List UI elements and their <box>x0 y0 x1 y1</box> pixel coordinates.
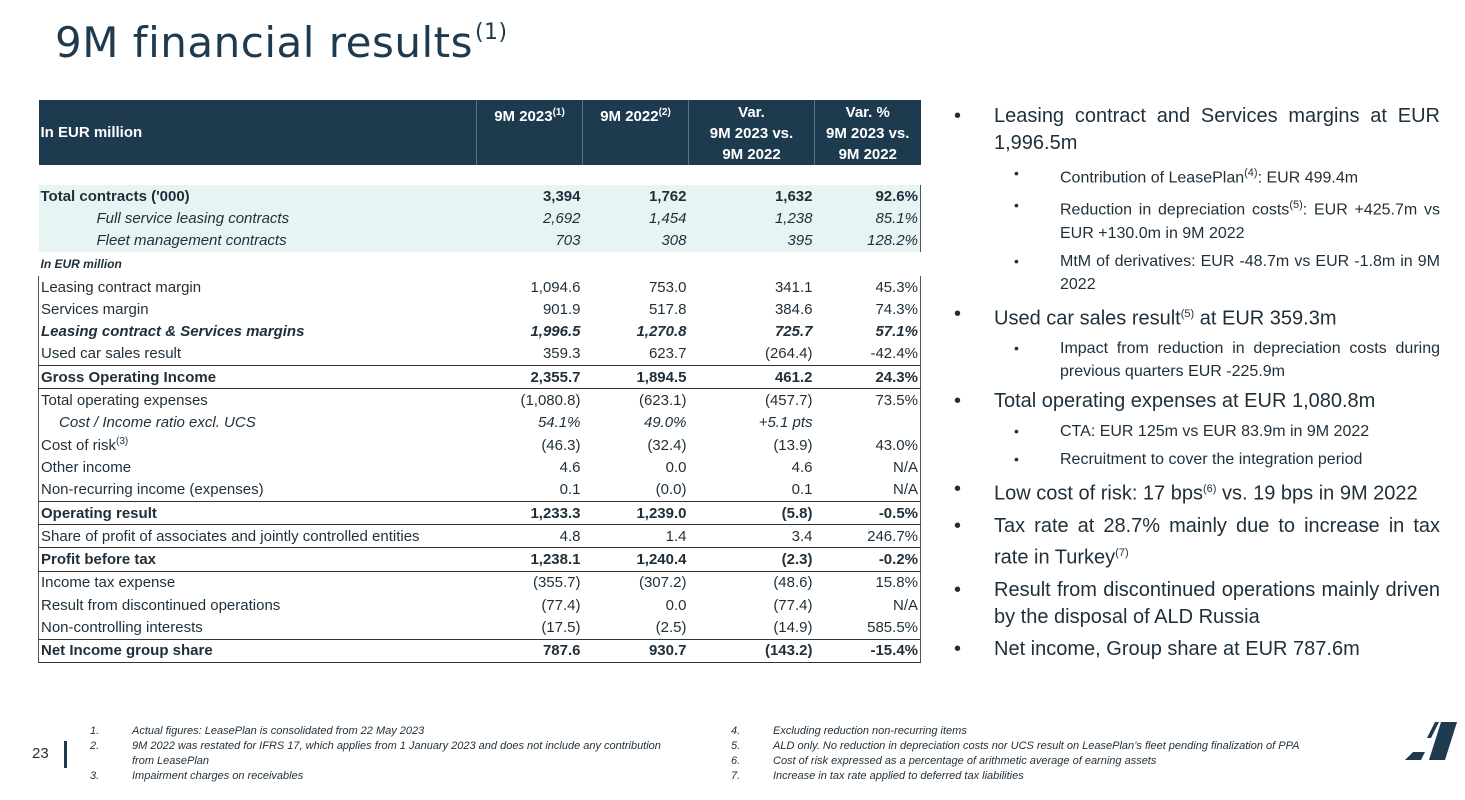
table-row <box>39 366 921 389</box>
table-row <box>39 412 921 434</box>
table-cell-value: 1,238.1 <box>477 548 583 571</box>
table-cell-value: N/A <box>815 479 921 502</box>
table-cell-value: 901.9 <box>542 300 581 318</box>
page-divider <box>64 741 67 768</box>
table-row <box>39 594 921 616</box>
table-cell-value: 0.1 <box>559 481 581 499</box>
table-cell-label: Full service leasing contracts <box>39 207 477 229</box>
bullet-item: • Total operating expenses at EUR 1,080.8m <box>954 390 1376 413</box>
table-cell-value: 4.6 <box>559 458 581 476</box>
table-cell-value: (307.2) <box>638 574 687 592</box>
table-cell-label: Cost of risk$^{(3)}$ <box>39 434 477 456</box>
page-number: 23 <box>32 745 49 762</box>
bullet-item: • Net income, Group share at EUR 787.6m <box>954 637 1360 660</box>
table-row <box>39 639 921 662</box>
table-cell-value: 92.6% <box>815 185 921 207</box>
table-cell-value: (2.5) <box>655 618 687 636</box>
table-cell-value: 0.1 <box>791 481 813 499</box>
table-cell-value: 395 <box>689 230 815 252</box>
table-row <box>39 501 921 524</box>
table-cell-value: -0.2% <box>815 548 921 571</box>
table-cell-value: 3.4 <box>791 527 813 545</box>
table-cell-value: 1,270.8 <box>636 323 687 341</box>
financial-results-table <box>38 100 921 663</box>
table-cell-value: 2,692 <box>477 207 583 229</box>
table-cell-value: 753.0 <box>648 278 687 296</box>
table-cell-value: (0.0) <box>655 481 687 499</box>
table-cell-label: Total contracts ('000) <box>39 185 477 207</box>
table-row <box>39 320 921 342</box>
bullet-item: • Used car sales result$^{(5)}$ at EUR 359.3m <box>954 302 1337 330</box>
table-cell-value: 43.0% <box>815 434 921 456</box>
table-cell-value: 1,233.3 <box>477 501 583 524</box>
table-cell-value: 45.3% <box>815 276 921 298</box>
bullet-item: • Result from discontinued operations mainly driven by the disposal of ALD Russia <box>954 578 1440 628</box>
table-cell-value: (2.3) <box>689 548 815 571</box>
table-cell-label: Net Income group share <box>39 639 477 662</box>
table-cell-value: 787.6 <box>477 639 583 662</box>
table-cell-value: 1,996.5 <box>530 323 581 341</box>
table-cell-value: 73.5% <box>815 389 921 412</box>
table-cell-value: (32.4) <box>647 436 687 454</box>
table-cell-value: 1,762 <box>583 185 689 207</box>
table-cell-label: Profit before tax <box>39 548 477 571</box>
header-9m2023: 9M 2023$^{(1)}$ <box>477 100 583 165</box>
table-cell-value: 15.8% <box>815 571 921 594</box>
table-cell-value: +5.1 pts <box>758 414 813 432</box>
table-cell-value: (77.4) <box>773 596 813 614</box>
table-cell-value: 85.1% <box>815 207 921 229</box>
table-cell-value: 1,240.4 <box>583 548 689 571</box>
header-label: In EUR million <box>39 100 477 165</box>
table-cell-value: (1,080.8) <box>520 392 581 410</box>
table-row <box>39 479 921 502</box>
table-cell-value: (77.4) <box>541 596 581 614</box>
bullet-item: • Low cost of risk: 17 bps$^{(6)}$ vs. 19 bps in 9M 2022 <box>954 478 1418 505</box>
table-cell-value: 341.1 <box>774 278 813 296</box>
table-cell-value: 308 <box>583 230 689 252</box>
table-cell-value: 461.2 <box>689 366 815 389</box>
table-cell-value: 24.3% <box>815 366 921 389</box>
table-cell-value: 246.7% <box>815 525 921 548</box>
table-cell-value: 54.1% <box>537 414 581 432</box>
table-cell-value: (14.9) <box>773 618 813 636</box>
table-cell-value: (623.1) <box>638 392 687 410</box>
table-cell-label: In EUR million <box>40 256 122 271</box>
sub-bullet-item: • Recruitment to cover the integration period <box>1014 451 1363 469</box>
table-cell-label: Non-recurring income (expenses) <box>39 479 477 502</box>
table-cell-value: 725.7 <box>774 323 813 341</box>
table-cell-label: Cost / Income ratio excl. UCS <box>39 412 477 434</box>
sub-bullet-item: • Reduction in depreciation costs$^{(5)}$: EUR +425.7m vs EUR +130.0m in 9M 2022 <box>1014 197 1440 242</box>
table-cell-value: 384.6 <box>774 300 813 318</box>
table-cell-value: N/A <box>815 594 921 616</box>
table-cell-label: Fleet management contracts <box>39 230 477 252</box>
table-cell-value: 1,454 <box>583 207 689 229</box>
table-cell-value: 128.2% <box>815 230 921 252</box>
table-cell-label: Share of profit of associates and jointly controlled entities <box>39 525 477 548</box>
table-cell-value: 4.8 <box>559 527 581 545</box>
table-row <box>39 389 921 412</box>
header-9m2022: 9M 2022$^{(2)}$ <box>583 100 689 165</box>
table-cell-label: Services margin <box>39 298 477 320</box>
table-row <box>39 434 921 456</box>
table-cell-label: Result from discontinued operations <box>39 594 477 616</box>
table-cell-value: 57.1% <box>815 320 921 342</box>
sub-bullet-item: • Contribution of LeasePlan$^{(4)}$: EUR 499.4m <box>1014 165 1359 187</box>
table-row <box>39 456 921 478</box>
table-row <box>39 548 921 571</box>
table-cell-value: N/A <box>815 456 921 478</box>
header-var: Var. 9M 2023 vs. 9M 2022 <box>689 100 815 165</box>
table-cell-label: Leasing contract margin <box>39 276 477 298</box>
sub-bullet-item: • CTA: EUR 125m vs EUR 83.9m in 9M 2022 <box>1014 423 1370 441</box>
table-cell-value <box>815 412 921 434</box>
bullet-item: • Leasing contract and Services margins at EUR 1,996.5m <box>954 105 1440 154</box>
table-cell-label <box>39 165 921 185</box>
table-cell-value: -42.4% <box>815 343 921 366</box>
table-cell-value: (143.2) <box>689 639 815 662</box>
table-row <box>39 616 921 639</box>
table-cell-value: -15.4% <box>815 639 921 662</box>
table-cell-label: Used car sales result <box>39 343 477 366</box>
sub-bullet-item: • Impact from reduction in depreciation costs during previous quarters EUR -225.9m <box>1014 340 1440 381</box>
table-cell-label: Leasing contract & Services margins <box>39 320 477 342</box>
page-title: 9M financial results$^{(1)}$ <box>55 18 508 67</box>
table-cell-label: Total operating expenses <box>39 389 477 412</box>
table-row <box>39 185 921 207</box>
table-cell-value: (13.9) <box>773 436 813 454</box>
table-cell-label: Non-controlling interests <box>39 616 477 639</box>
table-row <box>39 571 921 594</box>
table-cell-value: 1.4 <box>665 527 687 545</box>
table-cell-value: 517.8 <box>648 300 687 318</box>
table-row <box>39 276 921 298</box>
table-cell-value: 1,094.6 <box>530 278 581 296</box>
footnote-2-cont: from LeasePlan <box>132 755 210 767</box>
table-row <box>39 207 921 229</box>
table-cell-value: (457.7) <box>764 392 813 410</box>
brand-logo-icon <box>1405 722 1457 760</box>
table-cell-value: (355.7) <box>532 574 581 592</box>
table-cell-label: Income tax expense <box>39 571 477 594</box>
table-cell-value: (17.5) <box>541 618 581 636</box>
table-cell-label: Operating result <box>39 501 477 524</box>
table-cell-value: 703 <box>477 230 583 252</box>
table-cell-value: 623.7 <box>648 345 687 363</box>
table-cell-label: Other income <box>39 456 477 478</box>
table-row <box>39 525 921 548</box>
table-cell-value: 1,239.0 <box>583 501 689 524</box>
table-cell-value: 1,632 <box>689 185 815 207</box>
table-subheader-row <box>39 252 921 276</box>
table-cell-value: 930.7 <box>583 639 689 662</box>
table-cell-value: 4.6 <box>791 458 813 476</box>
table-cell-value: 3,394 <box>477 185 583 207</box>
table-cell-label: Gross Operating Income <box>39 366 477 389</box>
table-cell-value: (264.4) <box>764 345 813 363</box>
bullet-item: • Tax rate at 28.7% mainly due to increase in tax rate in Turkey$^{(7)}$ <box>954 514 1440 569</box>
table-cell-value: 49.0% <box>643 414 687 432</box>
table-cell-value: 585.5% <box>815 616 921 639</box>
sub-bullet-item: • MtM of derivatives: EUR -48.7m vs EUR -1.8m in 9M 2022 <box>1014 252 1440 293</box>
table-cell-value: (46.3) <box>541 436 581 454</box>
table-cell-value: 0.0 <box>665 458 687 476</box>
table-cell-value: 0.0 <box>665 596 687 614</box>
commentary-bullets <box>950 103 1440 668</box>
table-cell-value: (5.8) <box>689 501 815 524</box>
table-row <box>39 298 921 320</box>
table-row <box>39 343 921 366</box>
table-cell-value: -0.5% <box>815 501 921 524</box>
table-row <box>39 230 921 252</box>
table-cell-value: 1,238 <box>689 207 815 229</box>
table-cell-value: (48.6) <box>773 574 813 592</box>
table-cell-value: 1,894.5 <box>583 366 689 389</box>
table-cell-value: 359.3 <box>542 345 581 363</box>
table-header-row <box>39 100 921 165</box>
table-cell-value: 74.3% <box>815 298 921 320</box>
header-var-pct: Var. % 9M 2023 vs. 9M 2022 <box>815 100 921 165</box>
table-cell-value: 2,355.7 <box>477 366 583 389</box>
